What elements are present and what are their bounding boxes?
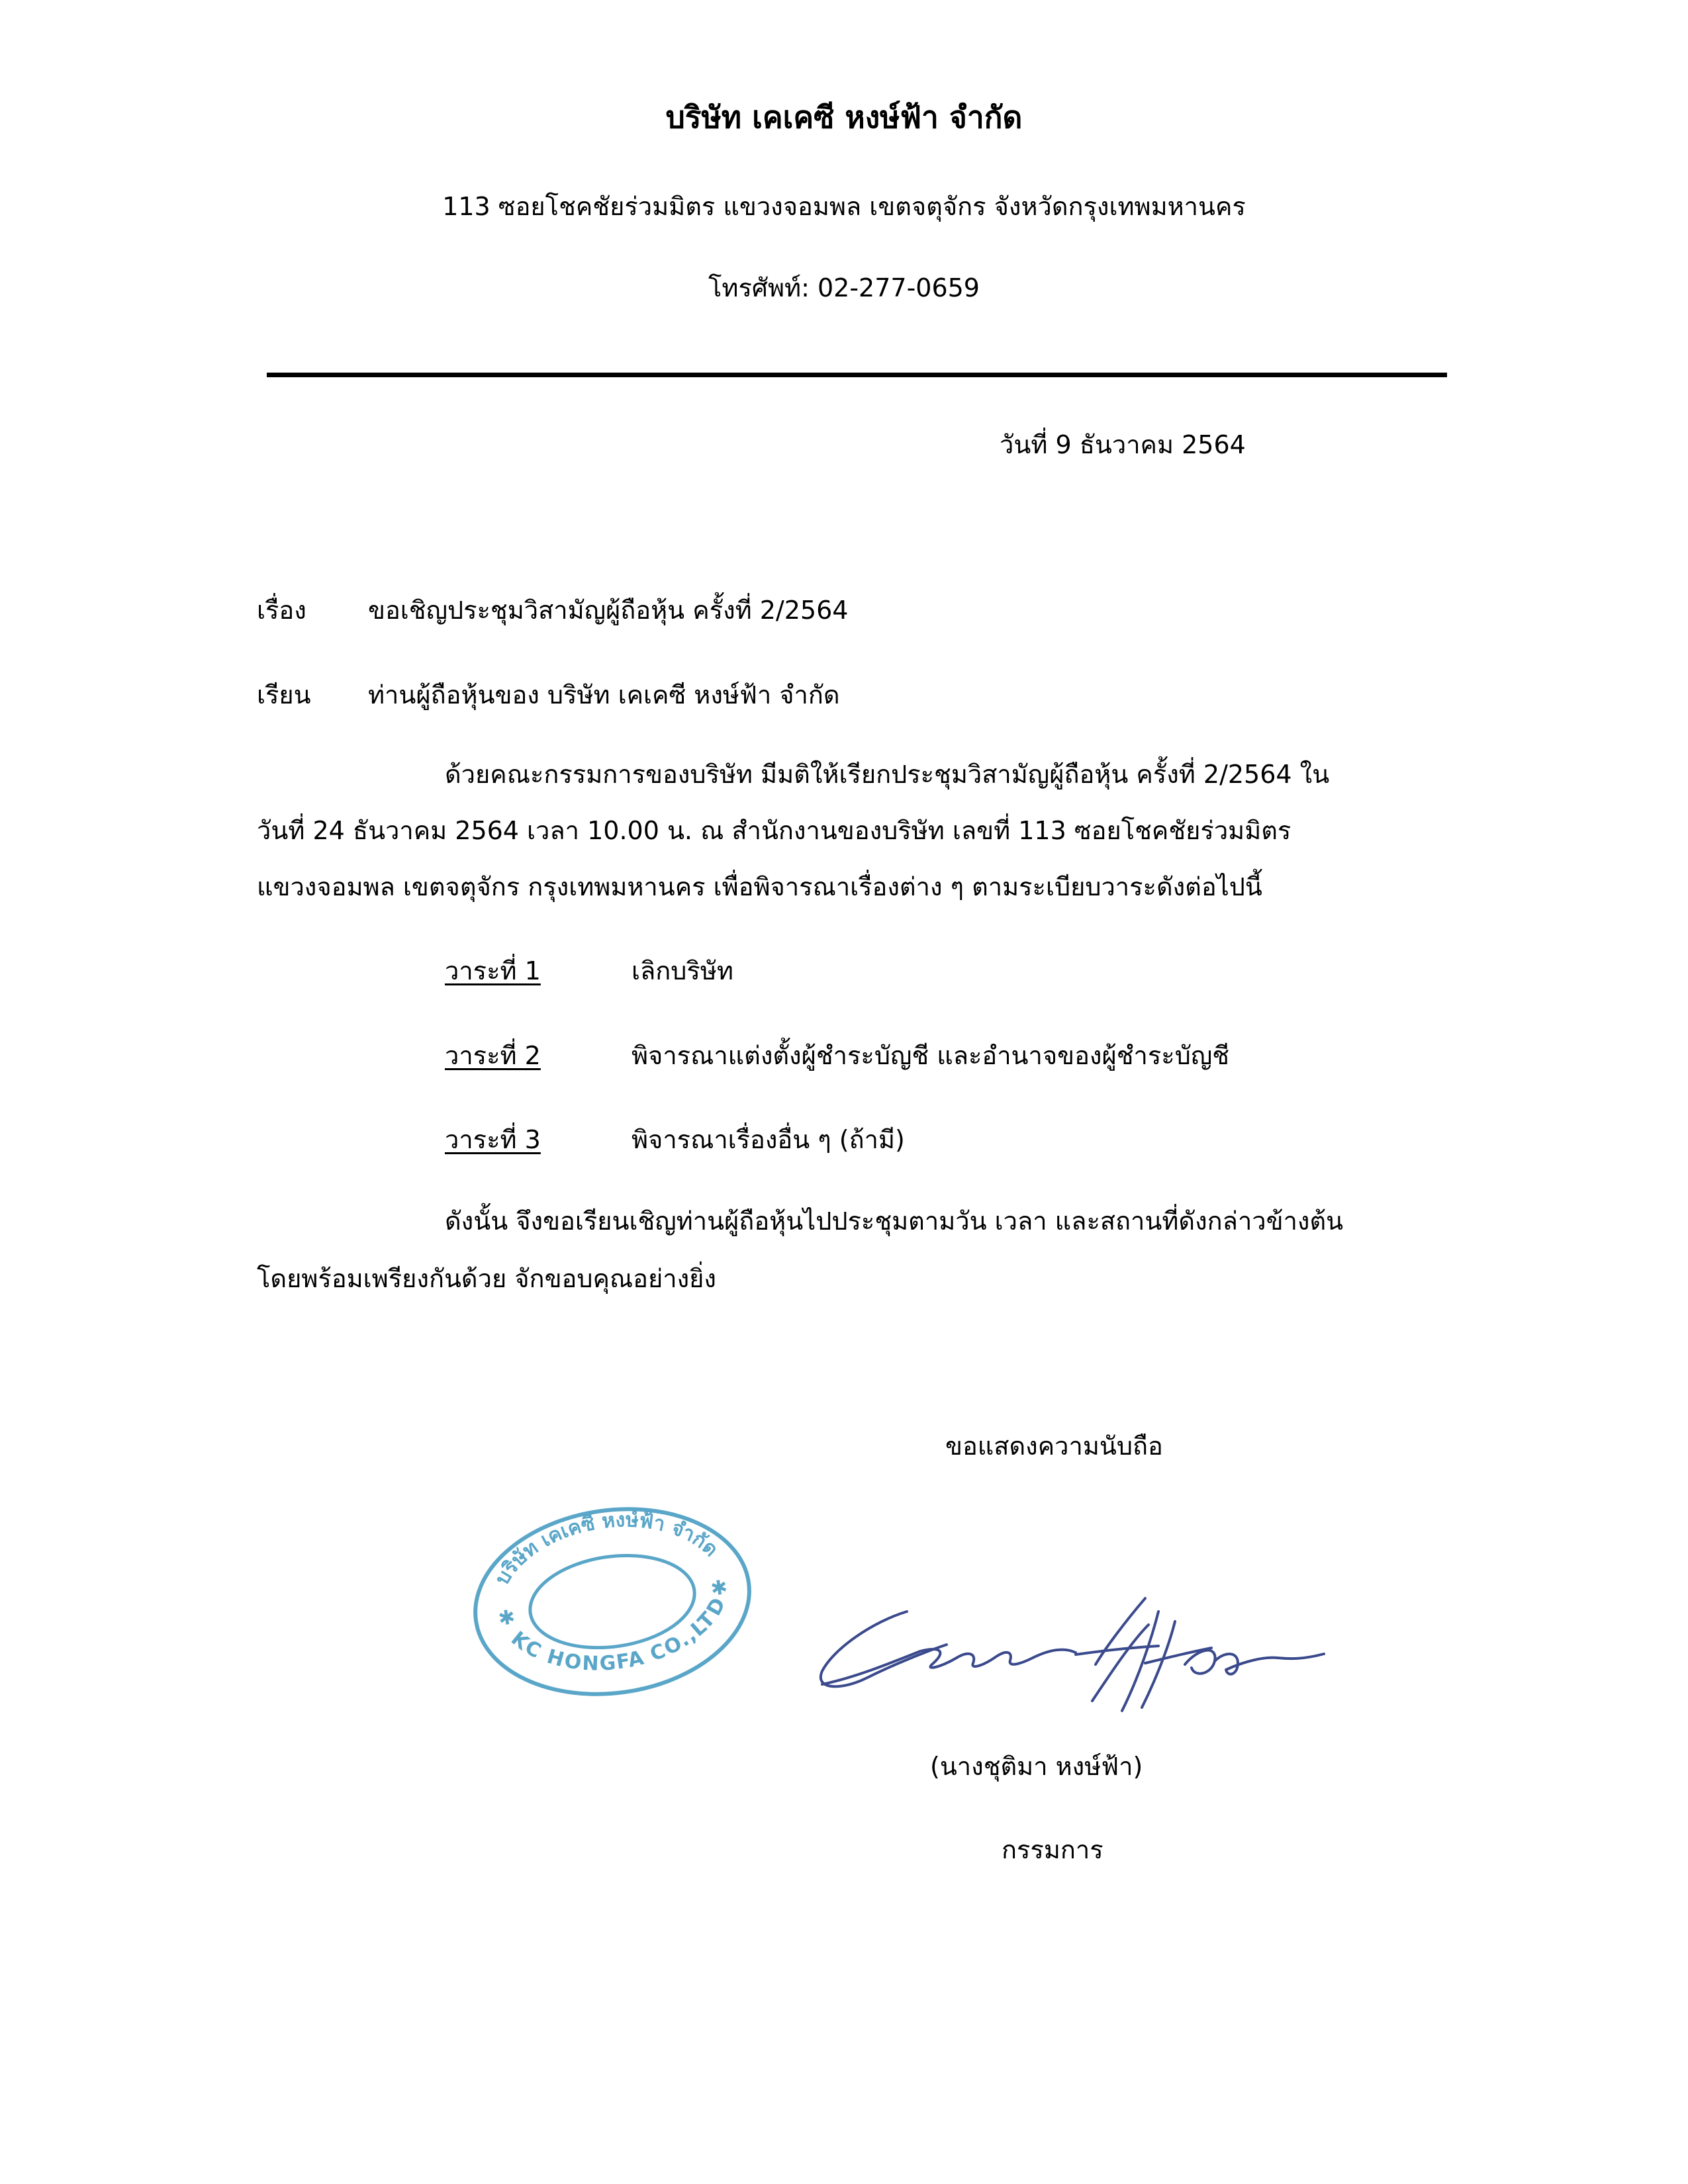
company-stamp (467, 1502, 758, 1701)
stamp-asterisk-right: ✱ (709, 1575, 729, 1601)
header-divider (267, 373, 1447, 377)
closing-text: ขอแสดงความนับถือ (945, 1432, 1163, 1461)
agenda-item-3-text: พิจารณาเรื่องอื่น ๆ (ถ้ามี) (632, 1125, 905, 1154)
signer-title: กรรมการ (1002, 1835, 1103, 1864)
subject-label: เรื่อง (257, 596, 306, 625)
company-name: บริษัท เคเคซี หงษ์ฟ้า จำกัด (665, 99, 1023, 135)
stamp-thai-text: บริษัท เคเคซี หงษ์ฟ้า จำกัด (491, 1508, 723, 1589)
paragraph-1-line-1: ด้วยคณะกรรมการของบริษัท มีมติให้เรียกประชุมวิสามัญผู้ถือหุ้น ครั้งที่ 2/2564 ใน (445, 760, 1330, 789)
signer-name: (นางชุติมา หงษ์ฟ้า) (930, 1752, 1143, 1781)
recipient-text: ท่านผู้ถือหุ้นของ บริษัท เคเคซี หงษ์ฟ้า จำกัด (368, 680, 840, 709)
letter-date: วันที่ 9 ธันวาคม 2564 (1000, 430, 1246, 459)
paragraph-2-line-1: ดังนั้น จึงขอเรียนเชิญท่านผู้ถือหุ้นไปประชุมตามวัน เวลา และสถานที่ดังกล่าวข้างต้น (445, 1206, 1344, 1236)
company-phone: โทรศัพท์: 02-277-0659 (708, 273, 980, 302)
agenda-item-2-label: วาระที่ 2 (445, 1041, 541, 1070)
handwritten-signature (814, 1585, 1331, 1721)
paragraph-2-line-2: โดยพร้อมเพรียงกันด้วย จักขอบคุณอย่างยิ่ง (257, 1264, 716, 1293)
subject-text: ขอเชิญประชุมวิสามัญผู้ถือหุ้น ครั้งที่ 2/2564 (368, 596, 849, 625)
paragraph-1-line-2: วันที่ 24 ธันวาคม 2564 เวลา 10.00 น. ณ สำนักงานของบริษัท เลขที่ 113 ซอยโชคชัยร่วมมิตร (257, 816, 1291, 845)
company-address: 113 ซอยโชคชัยร่วมมิตร แขวงจอมพล เขตจตุจักร จังหวัดกรุงเทพมหานคร (442, 192, 1246, 221)
paragraph-1-line-3: แขวงจอมพล เขตจตุจักร กรุงเทพมหานคร เพื่อพิจารณาเรื่องต่าง ๆ ตามระเบียบวาระดังต่อไปนี้ (257, 872, 1262, 901)
agenda-item-1-label: วาระที่ 1 (445, 956, 541, 985)
agenda-item-2-text: พิจารณาแต่งตั้งผู้ชำระบัญชี และอำนาจของผู้ชำระบัญชี (632, 1041, 1229, 1070)
stamp-english-text: KKC HONGFA CO.,LTD. (506, 1594, 731, 1676)
recipient-label: เรียน (257, 680, 311, 709)
stamp-asterisk-left: ✱ (496, 1605, 517, 1631)
agenda-item-3-label: วาระที่ 3 (445, 1125, 541, 1154)
agenda-item-1-text: เลิกบริษัท (632, 956, 733, 985)
